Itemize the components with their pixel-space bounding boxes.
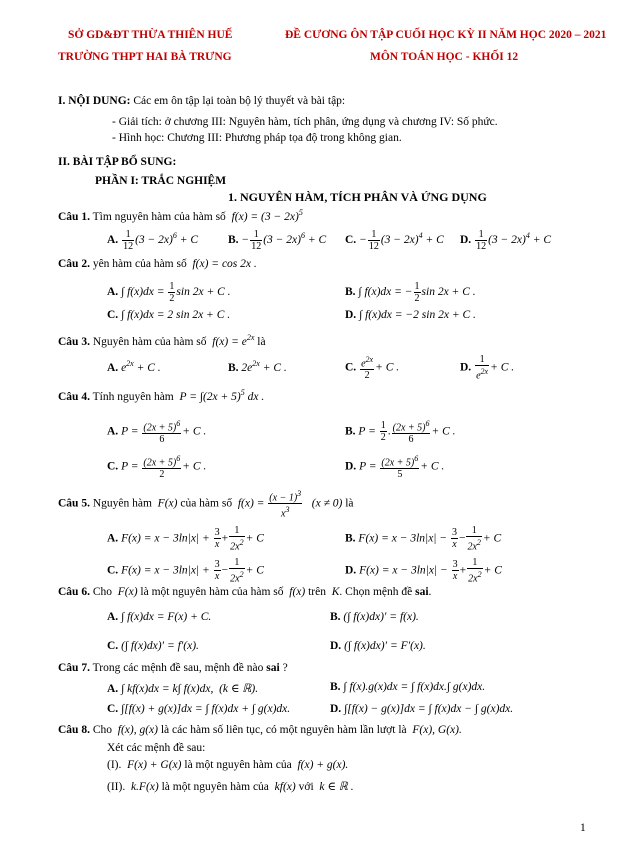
q2-option-c[interactable]: C. ∫ f(x)dx = 2 sin 2x + C .: [107, 309, 231, 321]
section1-heading: I. NỘI DUNG:: [58, 95, 131, 107]
q6-option-a[interactable]: A. ∫ f(x)dx = F(x) + C.: [107, 611, 212, 623]
header-school: TRƯỜNG THPT HAI BÀ TRƯNG: [58, 51, 232, 63]
q6-option-b[interactable]: B. (∫ f(x)dx)′ = f(x).: [330, 611, 419, 623]
question-6: Câu 6. Cho F(x) là một nguyên hàm của hàm số f(x) trên K. Chọn mệnh đề sai.: [58, 586, 432, 598]
q4-option-c[interactable]: C. P = $\frac{(2x + 5)^6}{2}$ + C .: [107, 454, 207, 481]
q6-option-d[interactable]: D. (∫ f(x)dx)′ = F′(x).: [330, 640, 426, 652]
q8-line2: Xét các mệnh đề sau:: [107, 742, 206, 754]
q4-option-b[interactable]: B. P = $\frac{1}{2}$ . $\frac{(2x + 5)^6}{6}$ + C .: [345, 419, 456, 446]
q1-option-b[interactable]: B. − $\frac{1}{12}$ $(3 - 2x)^6 + C$: [228, 229, 327, 252]
question-3: Câu 3. Nguyên hàm của hàm số $f(x) = e^{2x}$ là: [58, 333, 266, 348]
q2-option-b[interactable]: B. ∫ f(x)dx = − $\frac{1}{2}$ sin 2x + C .: [345, 281, 476, 304]
question-2: Câu 2. yên hàm của hàm số f(x) = cos 2x .: [58, 258, 257, 270]
q1-label: Câu 1.: [58, 210, 90, 223]
q5-option-c[interactable]: C. F(x) = x − 3ln|x| + $\frac{3}{x}$ − $\frac{1}{2x^2}$ + C: [107, 557, 264, 585]
q8-item1: (I). F(x) + G(x) là một nguyên hàm của f(x) + g(x).: [107, 759, 349, 771]
q3-option-d[interactable]: D. $\frac{1}{e^{2x}}$ + C .: [460, 354, 515, 382]
q7-option-b[interactable]: B. ∫ f(x).g(x)dx = ∫ f(x)dx.∫ g(x)dx.: [330, 681, 486, 693]
section2-topic: 1. NGUYÊN HÀM, TÍCH PHÂN VÀ ỨNG DỤNG: [228, 190, 487, 204]
header-subject: MÔN TOÁN HỌC - KHỐI 12: [370, 51, 519, 63]
section2-heading: II. BÀI TẬP BỔ SUNG:: [58, 156, 177, 168]
q5-option-d[interactable]: D. F(x) = x − 3ln|x| − $\frac{3}{x}$ + $\frac{1}{2x^2}$ + C: [345, 557, 502, 585]
q7-option-d[interactable]: D. ∫[f(x) − g(x)]dx = ∫ f(x)dx − ∫ g(x)dx.: [330, 703, 514, 715]
q1-option-a[interactable]: A. $\frac{1}{12}$ $(3 - 2x)^6 + C$: [107, 229, 199, 252]
section1-text: Các em ôn tập lại toàn bộ lý thuyết và bài tập:: [130, 95, 346, 107]
q2-option-d[interactable]: D. ∫ f(x)dx = −2 sin 2x + C .: [345, 309, 476, 321]
q4-option-a[interactable]: A. P = $\frac{(2x + 5)^6}{6}$ + C .: [107, 419, 207, 446]
q5-option-a[interactable]: A. F(x) = x − 3ln|x| + $\frac{3}{x}$ + $\frac{1}{2x^2}$ + C: [107, 525, 264, 553]
question-8: Câu 8. Cho f(x), g(x) là các hàm số liên tục, có một nguyên hàm lần lượt là F(x), G(x).: [58, 724, 462, 736]
q7-option-c[interactable]: C. ∫[f(x) + g(x)]dx = ∫ f(x)dx + ∫ g(x)dx.: [107, 703, 291, 715]
q3-option-c[interactable]: C. $\frac{e^{2x}}{2}$ + C .: [345, 355, 400, 382]
q1-option-d[interactable]: D. $\frac{1}{12}$ $(3 - 2x)^4 + C$: [460, 229, 552, 252]
q1-formula: $f(x) = (3 - 2x)^5$: [228, 208, 303, 223]
q1-text: Tìm nguyên hàm của hàm số: [92, 210, 226, 223]
section1-bullet1: - Giải tích: ở chương III: Nguyên hàm, tích phân, ứng dụng và chương IV: Số phức.: [112, 116, 498, 128]
q3-option-a[interactable]: A. $e^{2x} + C$ .: [107, 359, 161, 374]
q2-option-a[interactable]: A. ∫ f(x)dx = $\frac{1}{2}$ sin 2x + C .: [107, 281, 231, 304]
question-5: Câu 5. Nguyên hàm F(x) của hàm số f(x) = $\frac{(x - 1)^3}{x^3}$ (x ≠ 0) là: [58, 489, 354, 520]
header-dept: SỞ GD&ĐT THỪA THIÊN HUẾ: [68, 29, 233, 41]
q7-option-a[interactable]: A. ∫ kf(x)dx = k∫ f(x)dx, (k ∈ ℝ).: [107, 683, 259, 695]
question-1: [58, 208, 303, 223]
section2-part: PHẦN I: TRẮC NGHIỆM: [95, 175, 227, 187]
question-4: Câu 4. Tính nguyên hàm $P = \int(2x + 5)^5$ dx .: [58, 388, 265, 403]
section1-line: [58, 95, 345, 107]
q6-option-c[interactable]: C. (∫ f(x)dx)′ = f′(x).: [107, 640, 199, 652]
page-number: 1: [580, 822, 586, 834]
q8-item2: (II). k.F(x) là một nguyên hàm của kf(x) với k ∈ ℝ .: [107, 781, 354, 793]
q4-option-d[interactable]: D. P = $\frac{(2x + 5)^6}{5}$ + C .: [345, 454, 445, 481]
q3-option-b[interactable]: B. $2e^{2x} + C$ .: [228, 359, 287, 374]
question-7: Câu 7. Trong các mệnh đề sau, mệnh đề nào sai ?: [58, 662, 288, 674]
section1-bullet2: - Hình học: Chương III: Phương pháp tọa độ trong không gian.: [112, 132, 402, 144]
header-title: ĐỀ CƯƠNG ÔN TẬP CUỐI HỌC KỲ II NĂM HỌC 2020 – 2021: [285, 29, 607, 41]
q5-option-b[interactable]: B. F(x) = x − 3ln|x| − $\frac{3}{x}$ − $\frac{1}{2x^2}$ + C: [345, 525, 502, 553]
q1-option-c[interactable]: C. − $\frac{1}{12}$ $(3 - 2x)^4 + C$: [345, 229, 444, 252]
